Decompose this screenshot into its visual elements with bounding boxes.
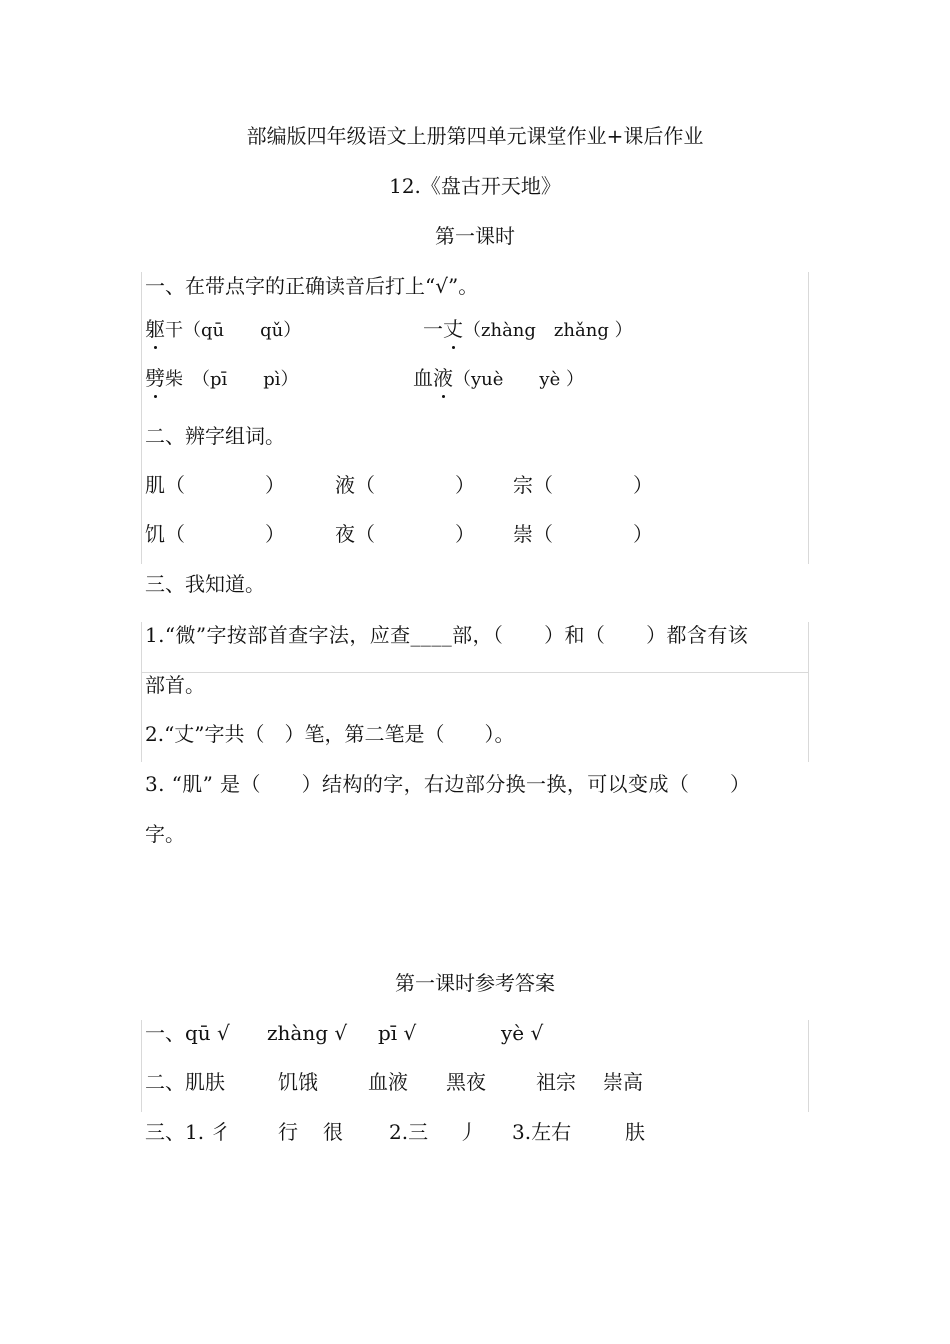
q2-heading: 二、辨字组词。 [145,424,285,448]
q1-item-ye: 血液（yuè yè ） [413,366,584,390]
answer-3-c: 很 [323,1120,343,1144]
answer-2-e: 祖宗 [536,1070,576,1094]
q2-cell-ye1: 液（ ） [335,473,475,497]
q3-heading: 三、我知道。 [145,572,265,596]
answer-3-a: 三、1. 彳 [145,1120,231,1144]
answer-3-d: 2.三 [389,1120,429,1144]
answer-2-f: 崇高 [603,1070,643,1094]
answer-3-b: 行 [278,1120,298,1144]
table-rule-right-3 [808,1020,809,1112]
q2-cell-zong: 宗（ ） [513,473,653,497]
dotted-char: 劈 [145,366,165,390]
table-rule-right-2 [808,622,809,762]
answer-1-d: yè √ [501,1021,544,1045]
table-rule-left-2 [141,622,142,762]
table-rule-right [808,272,809,564]
q3-item3-line1: 3. “肌” 是（ ）结构的字，右边部分换一换，可以变成（ ） [145,772,751,796]
answer-1-c: pī √ [378,1021,417,1045]
table-rule-top-2 [141,672,809,673]
answer-2-a: 二、肌肤 [145,1070,225,1094]
q3-item3-line2: 字。 [145,822,185,846]
dotted-char: 液 [433,366,453,390]
q2-cell-chong: 崇（ ） [513,522,653,546]
q2-cell-ji2: 饥（ ） [145,522,285,546]
answer-1-a: 一、qū √ [145,1021,230,1045]
q1-item-zhang: 一丈（zhàng zhǎng ） [423,317,633,341]
q3-item1-line2: 部首。 [145,673,205,697]
answer-1-b: zhàng √ [267,1021,348,1045]
q1-heading: 一、在带点字的正确读音后打上“√”。 [145,274,479,298]
table-rule-left [141,272,142,564]
answers-heading: 第一课时参考答案 [395,971,555,995]
answer-2-b: 饥饿 [278,1070,318,1094]
answer-3-f: 3.左右 [512,1120,572,1144]
answer-2-c: 血液 [368,1070,408,1094]
answer-2-d: 黑夜 [446,1070,486,1094]
answer-3-g: 肤 [625,1120,645,1144]
q2-cell-ye2: 夜（ ） [335,522,475,546]
q2-cell-ji1: 肌（ ） [145,473,285,497]
answer-3-e: 丿 [458,1120,478,1144]
period-title: 第一课时 [435,224,515,248]
lesson-title: 12.《盘古开天地》 [389,174,561,198]
dotted-char: 丈 [443,317,463,341]
q1-item-pi: 劈柴 （pī pì） [145,366,299,390]
q1-item-qu: 躯干（qū qǔ） [145,317,302,341]
doc-title: 部编版四年级语文上册第四单元课堂作业+课后作业 [246,124,704,148]
dotted-char: 躯 [145,317,165,341]
table-rule-left-3 [141,1020,142,1112]
q3-item1-line1: 1.“微”字按部首查字法，应查____部，（ ）和（ ）都含有该 [145,623,749,647]
q3-item2: 2.“丈”字共（ ）笔，第二笔是（ ）。 [145,722,515,746]
